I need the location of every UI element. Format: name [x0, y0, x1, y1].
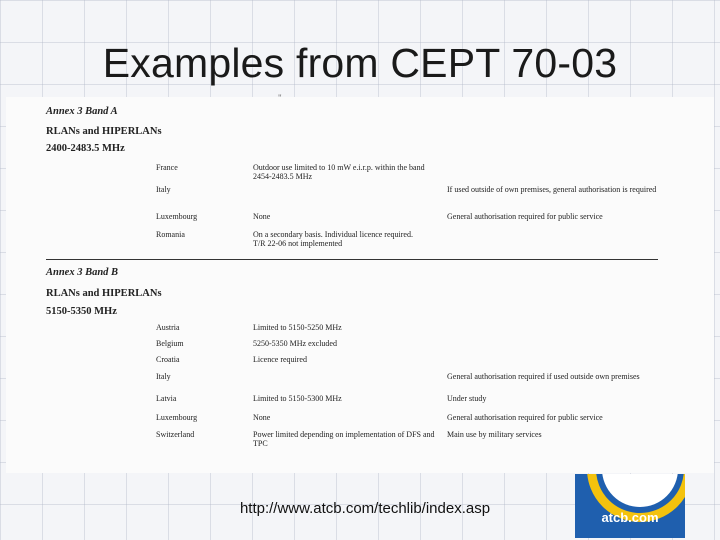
country-cell: Austria — [156, 323, 180, 332]
atcb-logo — [575, 474, 685, 538]
condition-cell: Power limited depending on implementation of DFS and TPC — [253, 430, 435, 448]
logo-text: atcb.com — [601, 510, 659, 525]
condition-text: On a secondary basis. Individual licence required. — [253, 230, 413, 239]
scan-mark: " — [278, 93, 282, 103]
condition-cell: Limited to 5150-5300 MHz — [253, 394, 342, 403]
country-cell: Switzerland — [156, 430, 195, 439]
country-cell: Croatia — [156, 355, 180, 364]
footer-url-link[interactable]: http://www.atcb.com/techlib/index.asp — [239, 500, 491, 517]
country-cell: Luxembourg — [156, 413, 198, 422]
annex-b-subtitle: RLANs and HIPERLANs — [46, 288, 162, 299]
condition-text-extra: T/R 22-06 not implemented — [253, 239, 343, 248]
condition-cell: Licence required — [253, 355, 307, 364]
condition-cell: None — [253, 212, 271, 221]
condition-cell: 5250-5350 MHz excluded — [253, 339, 337, 348]
note-cell: General authorisation required if used outside own premises — [447, 372, 640, 381]
annex-a-band: 2400-2483.5 MHz — [46, 143, 125, 154]
condition-cell: Limited to 5150-5250 MHz — [253, 323, 342, 332]
section-divider — [46, 259, 658, 260]
annex-a-subtitle: RLANs and HIPERLANs — [46, 126, 162, 137]
slide-title: Examples from CEPT 70-03 — [102, 40, 618, 86]
note-cell: General authorisation required for public service — [447, 212, 603, 221]
annex-a-title: Annex 3 Band A — [46, 106, 118, 117]
note-cell: Main use by military services — [447, 430, 542, 439]
country-cell: Belgium — [156, 339, 184, 348]
note-cell: If used outside of own premises, general authorisation is required — [447, 185, 657, 194]
country-cell: Italy — [156, 185, 171, 194]
scanned-document — [6, 93, 714, 473]
condition-cell: Outdoor use limited to 10 mW e.i.r.p. within the band 2454-2483.5 MHz — [253, 163, 425, 181]
country-cell: France — [156, 163, 178, 172]
annex-b-title: Annex 3 Band B — [46, 267, 119, 278]
note-cell: General authorisation required for public service — [447, 413, 603, 422]
note-cell: Under study — [447, 394, 487, 403]
country-cell: Italy — [156, 372, 171, 381]
country-cell: Luxembourg — [156, 212, 198, 221]
condition-cell — [253, 230, 443, 248]
condition-cell: None — [253, 413, 271, 422]
annex-b-band: 5150-5350 MHz — [46, 306, 117, 317]
country-cell: Romania — [156, 230, 185, 239]
country-cell: Latvia — [156, 394, 177, 403]
